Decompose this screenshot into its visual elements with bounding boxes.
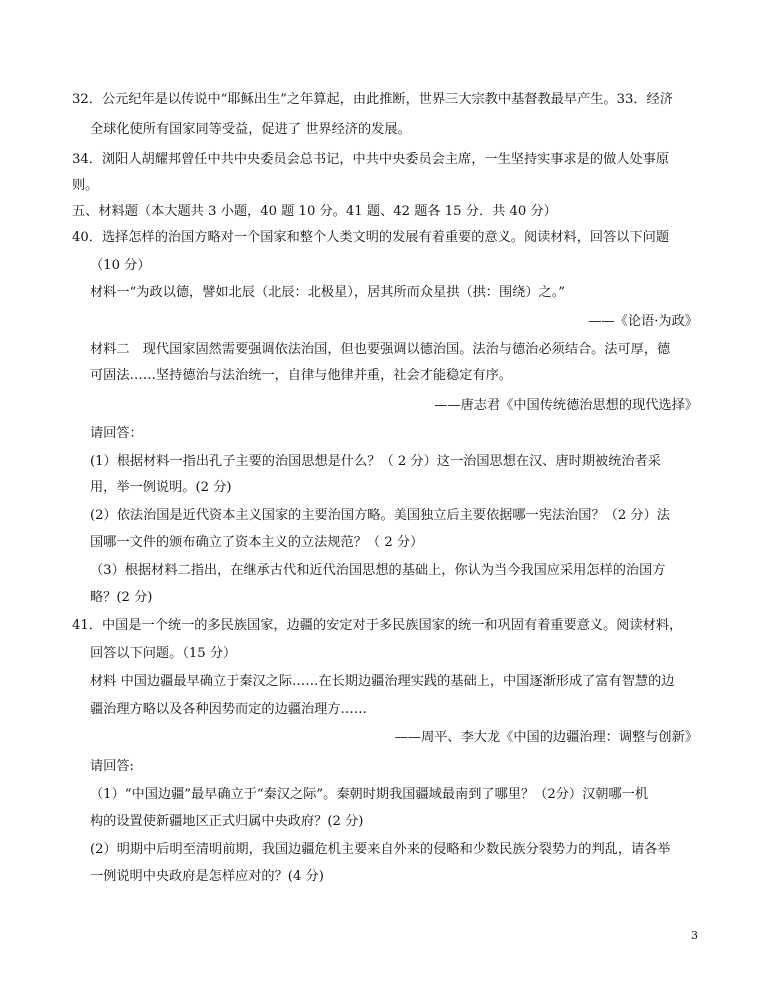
- question-40-part-3-continuation: 略？(2 分): [90, 590, 153, 605]
- question-40-part-2: (2）依法治国是近代资本主义国家的主要治国方略。美国独立后主要依据哪一宪法治国？（2 分）法: [90, 508, 670, 523]
- question-40-part-3: （3）根据材料二指出，在继承古代和近代治国思想的基础上，你认为当今我国应采用怎样的治国方: [90, 563, 666, 578]
- material-two-continuation: 可固法……坚持德治与法治统一，自律与他律并重，社会才能稳定有序。: [90, 368, 512, 383]
- material-41-source: ——周平、李大龙《中国的边疆治理：调整与创新》: [394, 730, 698, 745]
- question-40-score: （10 分）: [90, 258, 151, 273]
- question-41-score: 回答以下问题。（15 分）: [90, 646, 237, 661]
- question-33-continuation: 全球化使所有国家同等受益，促进了 世界经济的发展。: [90, 122, 411, 137]
- question-41-text: 41．中国是一个统一的多民族国家，边疆的安定对于多民族国家的统一和巩固有着重要意义。阅读材料，: [72, 618, 683, 633]
- material-one-source: ——《论语·为政》: [588, 314, 698, 329]
- question-41-part-1-continuation: 构的设置使新疆地区正式归属中央政府？(2 分): [90, 814, 364, 829]
- question-40-text: 40．选择怎样的治国方略对一个国家和整个人类文明的发展有着重要的意义。阅读材料，回答以下问题: [72, 230, 670, 245]
- answer-prompt-41: 请回答:: [90, 759, 135, 774]
- material-two-source: ——唐志君《中国传统德治思想的现代选择》: [434, 398, 698, 413]
- question-41-part-1: （1）“中国边疆”最早确立于“秦汉之际”。秦朝时期我国疆域最南到了哪里？（2分）汉朝哪一机: [90, 787, 649, 802]
- question-32-text: 32．公元纪年是以传说中“耶稣出生”之年算起，由此推断，世界三大宗教中基督教最早产生。33．经济: [72, 92, 673, 107]
- material-one-text: 材料一“为政以德，譬如北辰（北辰：北极星），居其所而众星拱（拱：围绕）之。”: [90, 285, 566, 300]
- material-41-continuation: 疆治理方略以及各种因势而定的边疆治理方……: [90, 702, 367, 717]
- question-40-part-1: (1）根据材料一指出孔子主要的治国思想是什么？（ 2 分）这一治国思想在汉、唐时期被统治者采: [90, 454, 661, 469]
- answer-prompt-40: 请回答：: [90, 426, 143, 441]
- material-two-text: 材料二 现代国家固然需要强调依法治国，但也要强调以德治国。法治与德治必须结合。法可厚，德: [90, 342, 671, 357]
- question-41-part-2: (2）明期中后明至清明前期，我国边疆危机主要来自外来的侵略和少数民族分裂势力的判乱，请各举: [90, 842, 671, 857]
- question-41-part-2-continuation: 一例说明中央政府是怎样应对的？(4 分): [90, 869, 324, 884]
- question-40-part-2-continuation: 国哪一文件的颁布确立了资本主义的立法规范？（ 2 分）: [90, 535, 424, 550]
- material-41-text: 材料 中国边疆最早确立于秦汉之际……在长期边疆治理实践的基础上，中国逐渐形成了富有智慧的边: [90, 674, 675, 689]
- question-40-part-1-continuation: 用，举一例说明。(2 分): [90, 480, 232, 495]
- question-34-text: 34．浏阳人胡耀邦曾任中共中央委员会总书记，中共中央委员会主席，一生坚持实事求是的做人处事原: [72, 152, 670, 167]
- question-34-continuation: 则。: [72, 178, 99, 193]
- page-number: 3: [691, 929, 698, 942]
- section-five-heading: 五、材料题（本大题共 3 小题，40 题 10 分。41 题、42 题各 15 分．共 40 分）: [72, 204, 557, 219]
